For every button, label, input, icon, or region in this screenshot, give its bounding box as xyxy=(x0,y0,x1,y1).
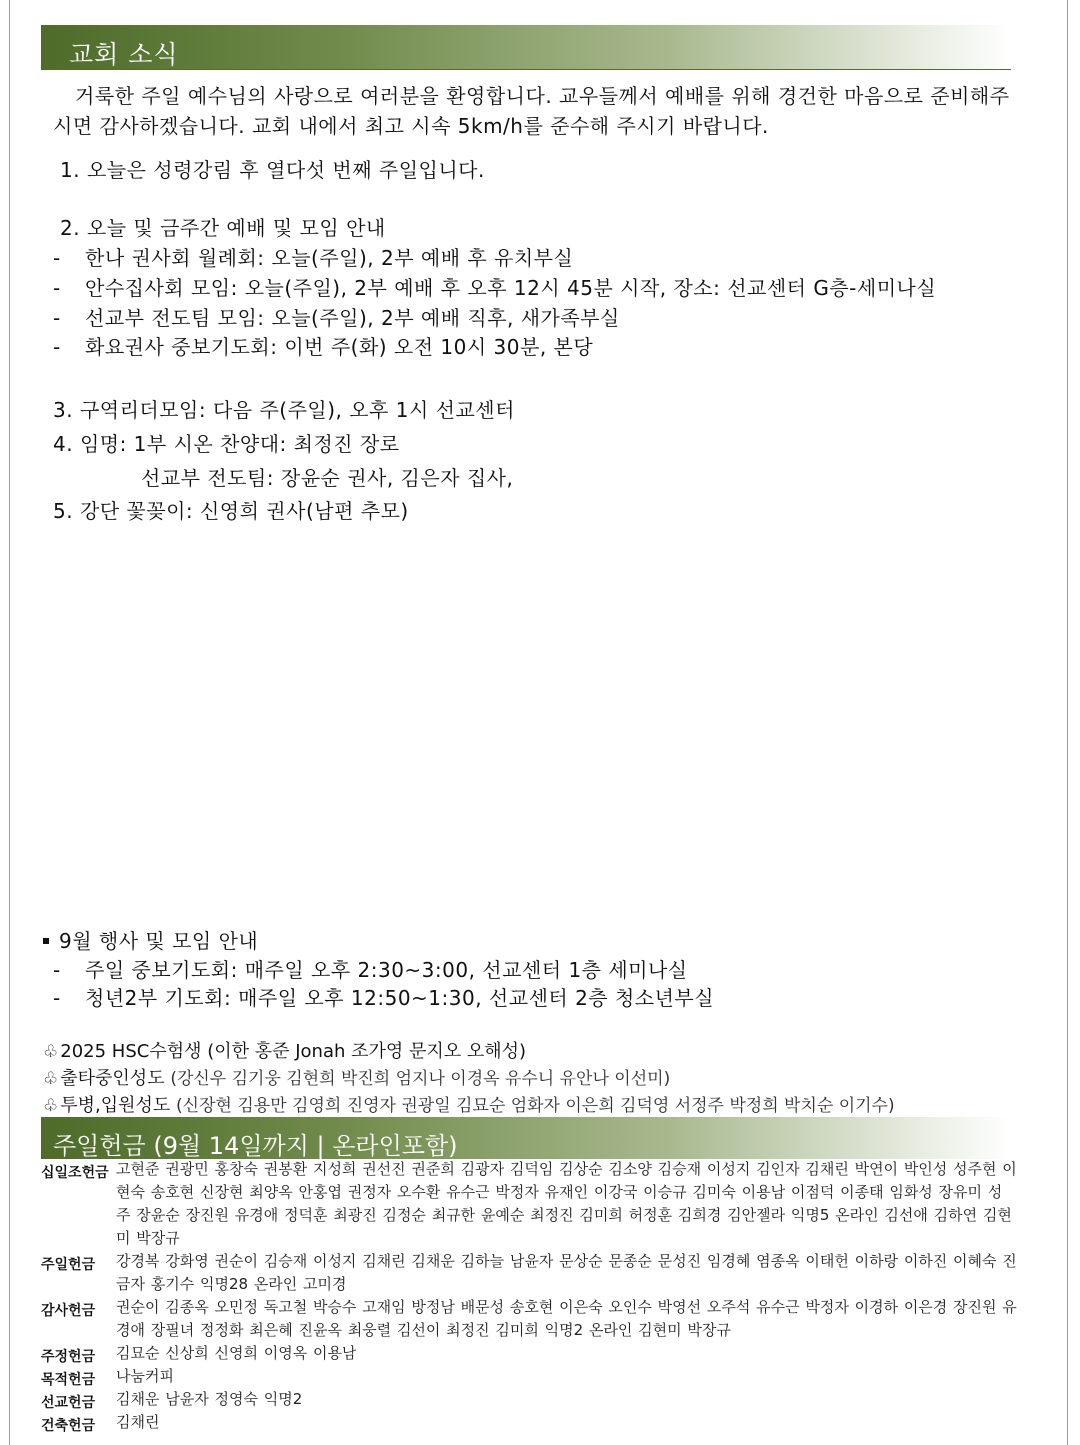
notice-bullet: - 안수집사회 모임: 오늘(주일), 2부 예배 후 오후 12시 45분 시작, 장소: 선교센터 G층-세미나실 xyxy=(53,276,937,300)
offering-label: 주정헌금 xyxy=(41,1349,96,1365)
notice-item-5: 5. 강단 꽃꽂이: 신영희 권사(남편 추모) xyxy=(53,499,409,523)
offering-label: 주일헌금 xyxy=(41,1257,96,1273)
prayer-hsc: ♧ 2025 HSC수험생 (이한 홍준 Jonah 조가영 문지오 오해성) xyxy=(43,1041,527,1062)
offering-names: 강경복 강화영 권순이 김승재 이성지 김채린 김채운 김하늘 남윤자 문상순 문종순 문성진 임경혜 염종옥 이태헌 이하랑 이하진 이혜숙 진금자 홍기수 익명28 온라인 고미경 xyxy=(116,1252,1017,1293)
divider xyxy=(41,69,1011,70)
clover-icon: ♧ xyxy=(43,1069,59,1089)
offering-title: 주일헌금 (9월 14일까지 | 온라인포함) xyxy=(53,1132,458,1160)
offering-names: 권순이 김종옥 오민정 독고철 박승수 고재임 방정남 배문성 송호현 이은숙 오인수 박영선 오주석 유수근 박정자 이경하 이은경 장진원 유경애 장필녀 정정화 최은혜 진윤옥 최웅렬 김선이 최정진 김미희 익명2 온라인 김현미 박장규 xyxy=(116,1298,1017,1339)
september-title: 9월 행사 및 모임 안내 xyxy=(43,925,258,954)
offering-label: 건축헌금 xyxy=(41,1418,96,1434)
offering-label: 목적헌금 xyxy=(41,1372,96,1388)
square-bullet-icon xyxy=(43,938,49,944)
notice-item-2-title: 2. 오늘 및 금주간 예배 및 모임 안내 xyxy=(60,216,386,240)
notice-bullet: - 한나 권사회 월례회: 오늘(주일), 2부 예배 후 유치부실 xyxy=(53,246,574,270)
prayer-sick: ♧ 투병,입원성도 (신장현 김용만 김영희 진영자 권광일 김묘순 엄화자 이은희 김덕영 서정주 박정희 박치순 이기수) xyxy=(43,1095,895,1116)
offering-names: 나눔커피 xyxy=(116,1367,174,1385)
offering-names: 김채운 남윤자 정영숙 익명2 xyxy=(116,1390,303,1408)
section-title: 교회 소식 xyxy=(69,40,179,69)
september-bullet: - 청년2부 기도회: 매주일 오후 12:50~1:30, 선교센터 2층 청소년부실 xyxy=(53,986,715,1010)
prayer-travel: ♧ 출타중인성도 (강신우 김기웅 김현희 박진희 엄지나 이경옥 유수니 유안나 이선미) xyxy=(43,1068,671,1089)
offering-label: 감사헌금 xyxy=(41,1303,96,1319)
section-banner-church-news xyxy=(41,25,1011,69)
clover-icon: ♧ xyxy=(43,1042,59,1062)
offering-names: 김묘순 신상희 신영희 이영옥 이용남 xyxy=(116,1344,357,1362)
september-bullet: - 주일 중보기도회: 매주일 오후 2:30~3:00, 선교센터 1층 세미나실 xyxy=(53,958,688,982)
clover-icon: ♧ xyxy=(43,1096,59,1116)
section-banner-offering xyxy=(41,1117,1011,1159)
offering-label: 선교헌금 xyxy=(41,1395,96,1411)
notice-item-4-continued: 선교부 전도팀: 장윤순 권사, 김은자 집사, xyxy=(141,466,514,490)
intro-paragraph: 거룩한 주일 예수님의 사랑으로 여러분을 환영합니다. 교우들께서 예배를 위해 경건한 마음으로 준비해주시면 감사하겠습니다. 교회 내에서 최고 시속 5km/h를 준수해 주시기 바랍니다. xyxy=(53,84,1010,138)
offering-names: 김채린 xyxy=(116,1413,160,1431)
notice-bullet: - 선교부 전도팀 모임: 오늘(주일), 2부 예배 직후, 새가족부실 xyxy=(53,306,620,330)
notice-bullet: - 화요권사 중보기도회: 이번 주(화) 오전 10시 30분, 본당 xyxy=(53,335,594,359)
notice-item-1: 1. 오늘은 성령강림 후 열다섯 번째 주일입니다. xyxy=(60,158,485,182)
notice-item-3: 3. 구역리더모임: 다음 주(주일), 오후 1시 선교센터 xyxy=(53,398,515,422)
notice-item-4: 4. 임명: 1부 시온 찬양대: 최정진 장로 xyxy=(53,432,400,456)
offering-names: 고현준 권광민 홍창숙 권봉환 지성희 권선진 권준희 김광자 김덕임 김상순 김소양 김승재 이성지 김인자 김채린 박연이 박인성 성주현 이현숙 송호현 신장현 최양옥 안홍엽 권정자 오수환 유수근 박정자 유재인 이강국 이승규 김미숙 이용남 이점덕 이종태 임화성 장유미 성 주 장윤순 장진원 유경애 정덕훈 최광진 김정순 최규한 윤예순 최정진 김미희 허정훈 김희경 김안젤라 익명5 온라인 김선애 김하연 김현미 박장규 xyxy=(116,1160,1017,1247)
offering-label: 십일조헌금 xyxy=(41,1165,109,1181)
